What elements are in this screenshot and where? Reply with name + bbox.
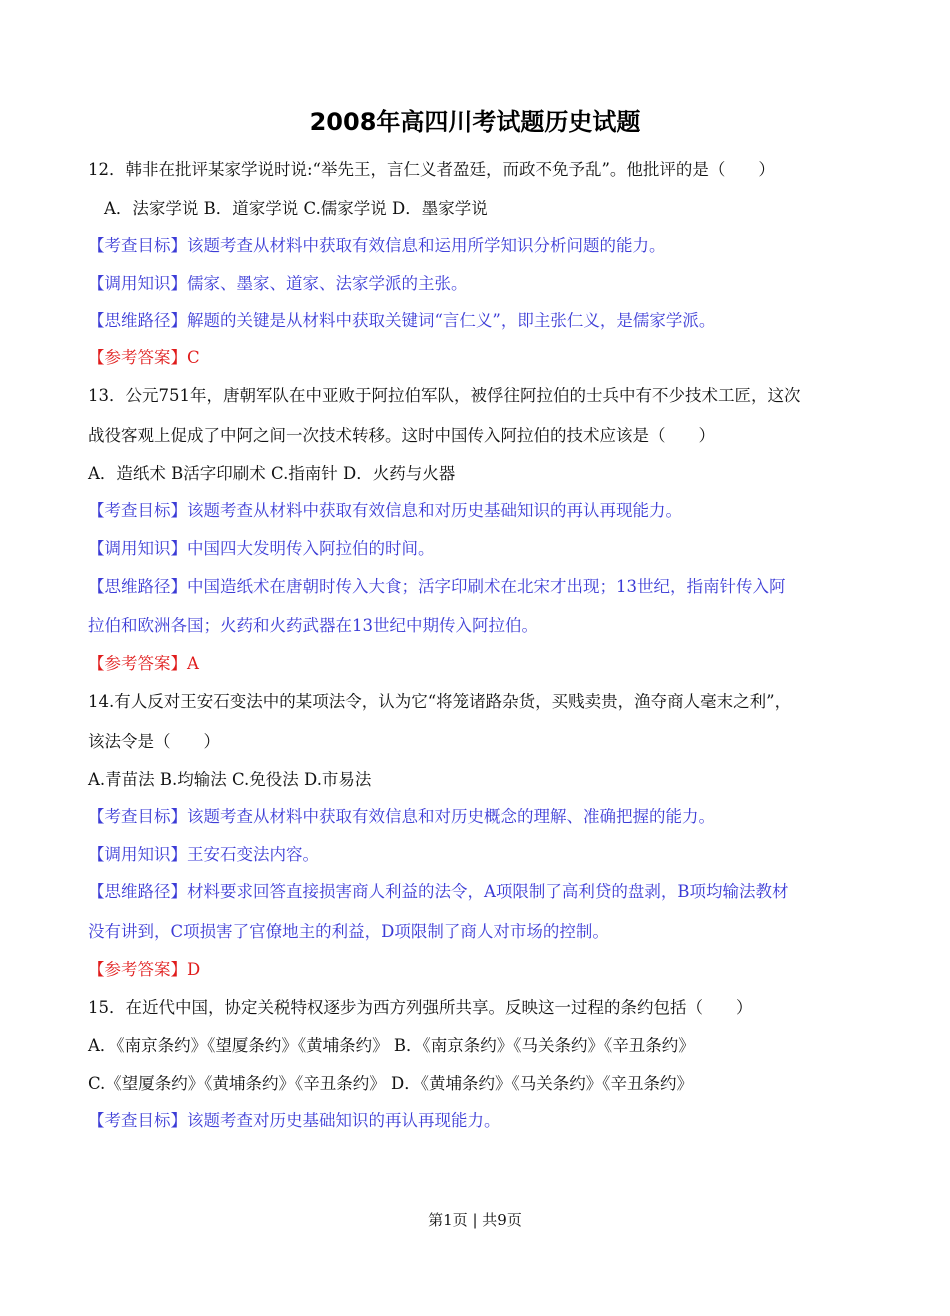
analysis-line: 【考查目标】该题考查从材料中获取有效信息和对历史概念的理解、准确把握的能力。 xyxy=(88,807,715,826)
analysis-line: 【考查目标】该题考查从材料中获取有效信息和对历史基础知识的再认再现能力。 xyxy=(88,501,682,520)
question-line: A．造纸术 B活字印刷术 C.指南针 D．火药与火器 xyxy=(88,464,456,483)
question-line: 该法令是（ ） xyxy=(88,732,220,751)
question-line: A.青苗法 B.均输法 C.免役法 D.市易法 xyxy=(88,770,372,789)
question-line: 14.有人反对王安石变法中的某项法令，认为它“将笼诸路杂货，买贱卖贵，渔夺商人毫末之利”， xyxy=(88,692,792,711)
question-line: 12．韩非在批评某家学说时说:“举先王，言仁义者盈廷，而政不免予乱”。他批评的是（ ） xyxy=(88,160,775,179)
analysis-line: 拉伯和欧洲各国；火药和火药武器在13世纪中期传入阿拉伯。 xyxy=(88,616,538,635)
analysis-line: 没有讲到，C项损害了官僚地主的利益，D项限制了商人对市场的控制。 xyxy=(88,922,609,941)
analysis-line: 【思维路径】中国造纸术在唐朝时传入大食；活字印刷术在北宋才出现；13世纪，指南针传入阿 xyxy=(88,577,786,596)
analysis-line: 【思维路径】解题的关键是从材料中获取关键词“言仁义”，即主张仁义，是儒家学派。 xyxy=(88,311,716,330)
analysis-line: 【调用知识】中国四大发明传入阿拉伯的时间。 xyxy=(88,539,435,558)
analysis-line: 【调用知识】儒家、墨家、道家、法家学派的主张。 xyxy=(88,274,468,293)
question-line: A．法家学说 B．道家学说 C.儒家学说 D．墨家学说 xyxy=(104,199,488,218)
analysis-line: 【思维路径】材料要求回答直接损害商人利益的法令，A项限制了高利贷的盘剥，B项均输法教材 xyxy=(88,882,789,901)
analysis-line: 【考查目标】该题考查从材料中获取有效信息和运用所学知识分析问题的能力。 xyxy=(88,236,666,255)
question-line: A．《南京条约》《望厦条约》《黄埔条约》 B．《南京条约》《马关条约》《辛丑条约》 xyxy=(88,1036,695,1055)
question-line: 13．公元751年，唐朝军队在中亚败于阿拉伯军队，被俘往阿拉伯的士兵中有不少技术工匠，这次 xyxy=(88,386,801,405)
analysis-line: 【考查目标】该题考查对历史基础知识的再认再现能力。 xyxy=(88,1111,501,1130)
question-line: 15．在近代中国，协定关税特权逐步为西方列强所共享。反映这一过程的条约包括（ ） xyxy=(88,998,753,1017)
page-footer: 第1页 | 共9页 xyxy=(428,1211,522,1229)
question-line: 战役客观上促成了中阿之间一次技术转移。这时中国传入阿拉伯的技术应该是（ ） xyxy=(88,426,715,445)
answer-line: 【参考答案】D xyxy=(88,960,201,979)
analysis-line: 【调用知识】王安石变法内容。 xyxy=(88,845,319,864)
answer-line: 【参考答案】C xyxy=(88,348,200,367)
question-line: C.《望厦条约》《黄埔条约》《辛丑条约》 D．《黄埔条约》《马关条约》《辛丑条约》 xyxy=(88,1074,694,1093)
answer-line: 【参考答案】A xyxy=(88,654,199,673)
page-title: 2008年高四川考试题历史试题 xyxy=(309,108,641,136)
